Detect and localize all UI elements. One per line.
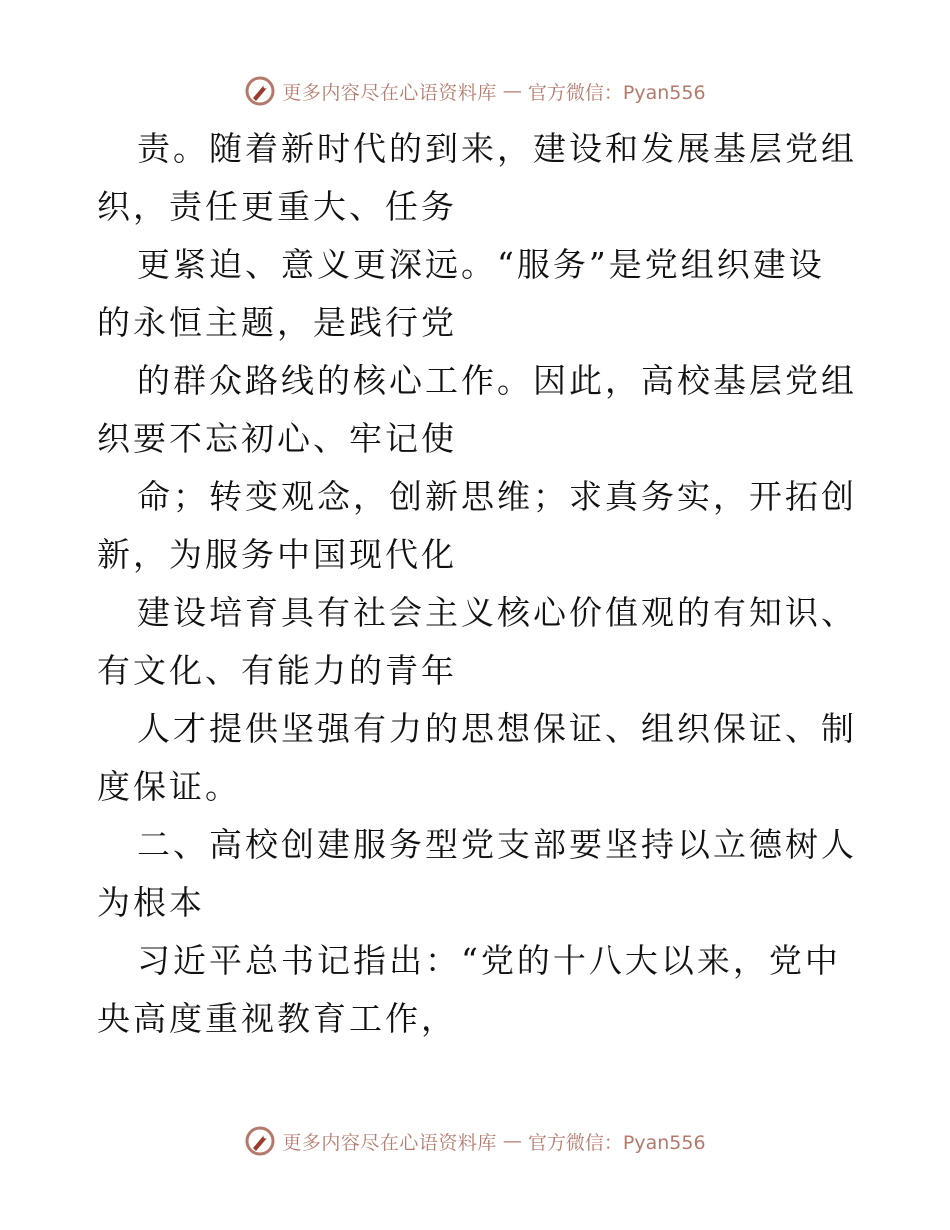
header-watermark [0, 71, 950, 111]
watermark-separator: — [502, 80, 522, 102]
watermark-text: 更多内容尽在心语资料库 [282, 81, 497, 104]
paragraph: 的群众路线的核心工作。因此，高校基层党组织要不忘初心、牢记使 [97, 361, 857, 458]
watermark-text: 更多内容尽在心语资料库 [282, 1131, 497, 1154]
footer-watermark [0, 1121, 950, 1161]
document-body [97, 120, 857, 1048]
section-heading: 二、高校创建服务型党支部要坚持以立德树人为根本 [97, 825, 857, 922]
paragraph: 命；转变观念，创新思维；求真务实，开拓创新，为服务中国现代化 [97, 477, 857, 574]
paragraph: 责。随着新时代的到来，建设和发展基层党组织，责任更重大、任务 [97, 129, 857, 226]
paragraph: 人才提供坚强有力的思想保证、组织保证、制度保证。 [97, 709, 857, 806]
watermark-separator: — [502, 1130, 522, 1152]
pen-nib-logo-icon [244, 1125, 276, 1157]
pen-nib-logo-icon [244, 75, 276, 107]
paragraph: 建设培育具有社会主义核心价值观的有知识、有文化、有能力的青年 [97, 593, 857, 690]
paragraph: 更紧迫、意义更深远。“服务”是党组织建设的永恒主题，是践行党 [97, 245, 825, 342]
watermark-wechat: 官方微信：Pyan556 [527, 1131, 706, 1154]
paragraph: 习近平总书记指出：“党的十八大以来，党中央高度重视教育工作， [97, 941, 841, 1038]
watermark-wechat: 官方微信：Pyan556 [527, 81, 706, 104]
